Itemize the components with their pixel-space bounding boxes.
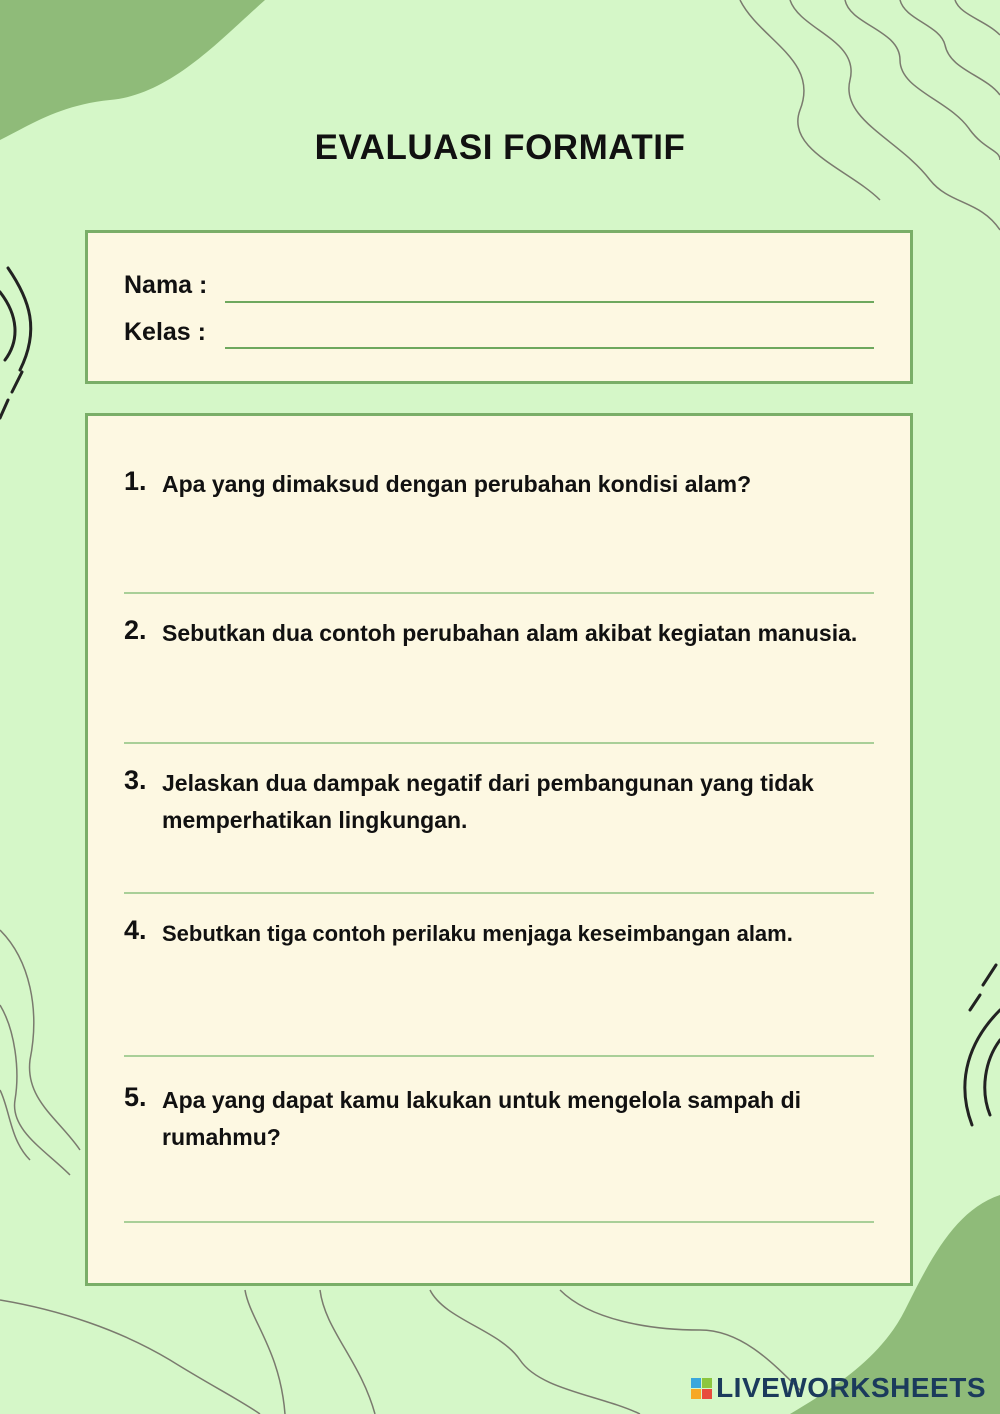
answer-line[interactable]: [124, 592, 874, 594]
right-dark-strokes: [965, 965, 1000, 1125]
name-label: Nama :: [124, 271, 208, 299]
bottom-waves: [0, 1290, 800, 1414]
left-dark-strokes: [0, 268, 31, 418]
class-input-line[interactable]: [225, 325, 874, 349]
question-number: 4.: [124, 915, 147, 945]
questions-box: [85, 413, 913, 1286]
question-number: 5.: [124, 1082, 147, 1112]
question-number: 2.: [124, 615, 147, 645]
question-text: Sebutkan dua contoh perubahan alam akibat kegiatan manusia.: [162, 620, 858, 646]
name-input-line[interactable]: [225, 279, 874, 303]
question-item: [124, 466, 874, 503]
logo-icon: [691, 1378, 712, 1399]
question-text: Jelaskan dua dampak negatif dari pembangunan yang tidak memperhatikan lingkungan.: [162, 770, 814, 833]
question-number: 1.: [124, 466, 147, 496]
answer-line[interactable]: [124, 1221, 874, 1223]
question-item: [124, 915, 874, 952]
page-title: EVALUASI FORMATIF: [314, 128, 686, 167]
question-text: Apa yang dimaksud dengan perubahan kondisi alam?: [162, 471, 752, 497]
question-text: Sebutkan tiga contoh perilaku menjaga keseimbangan alam.: [162, 921, 793, 946]
question-item: [124, 765, 874, 839]
class-label: Kelas :: [124, 318, 206, 346]
top-left-blob: [0, 0, 265, 140]
question-item: [124, 615, 874, 652]
brand-name: LIVEWORKSHEETS: [716, 1372, 986, 1403]
question-text: Apa yang dapat kamu lakukan untuk mengelola sampah di rumahmu?: [162, 1087, 802, 1150]
top-right-waves: [740, 0, 1000, 230]
answer-line[interactable]: [124, 892, 874, 894]
identity-box: [85, 230, 913, 384]
liveworksheets-logo[interactable]: [691, 1372, 986, 1404]
question-number: 3.: [124, 765, 147, 795]
answer-line[interactable]: [124, 742, 874, 744]
answer-line[interactable]: [124, 1055, 874, 1057]
question-item: [124, 1082, 874, 1156]
left-waves: [0, 930, 80, 1175]
